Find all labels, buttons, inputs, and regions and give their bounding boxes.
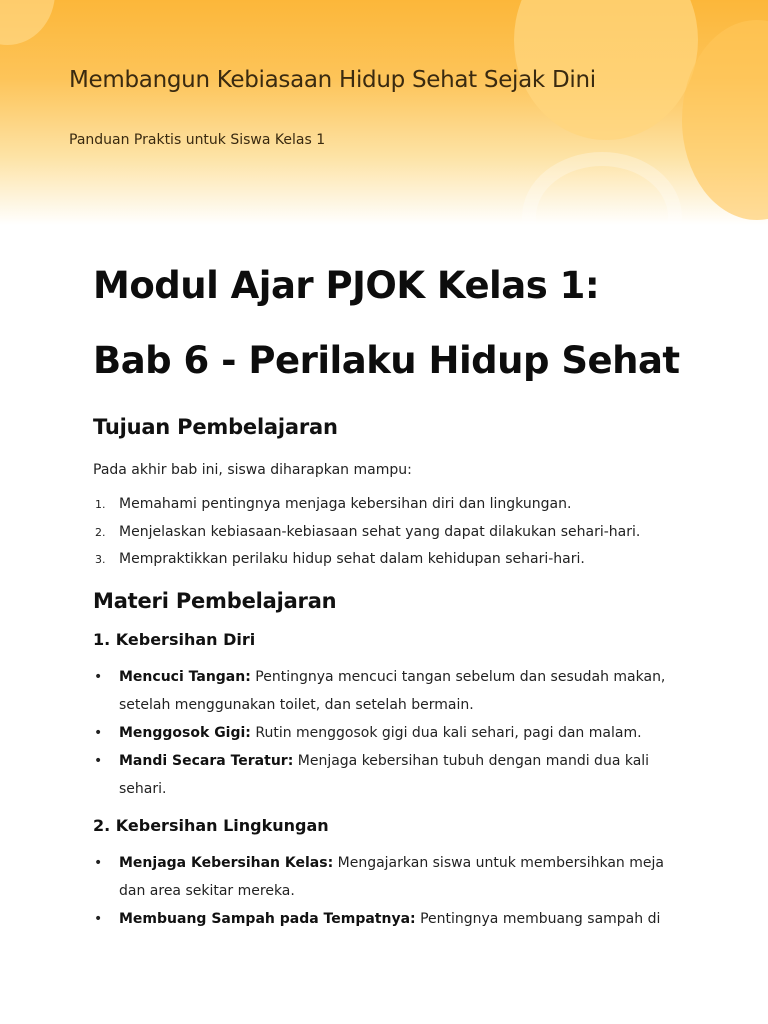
list-number: 2.	[95, 525, 106, 539]
header-banner	[0, 0, 768, 225]
bullet: •	[94, 752, 103, 769]
list-item	[93, 905, 693, 933]
list-item	[93, 719, 693, 747]
item-term: Mencuci Tangan:	[119, 668, 251, 685]
page-title	[93, 248, 693, 398]
list-number: 3.	[95, 553, 106, 566]
list-item	[93, 491, 693, 519]
list-item	[93, 519, 693, 547]
objectives-intro: Pada akhir bab ini, siswa diharapkan mampu:	[93, 462, 412, 478]
list-number: 1.	[95, 498, 106, 511]
bullet: •	[94, 854, 103, 871]
personal-hygiene-list	[93, 663, 693, 803]
bullet: •	[94, 724, 103, 741]
decorative-circle	[0, 0, 55, 45]
section-heading-environment-hygiene: 2. Kebersihan Lingkungan	[93, 815, 329, 835]
item-term: Membuang Sampah pada Tempatnya:	[119, 910, 416, 927]
item-term: Mandi Secara Teratur:	[119, 752, 294, 769]
item-text: Pentingnya mencuci tangan sebelum dan sesudah makan, setelah menggunakan toilet, dan setelah bermain.	[119, 668, 666, 713]
document-body	[93, 248, 693, 933]
item-text: Mengajarkan siswa untuk membersihkan meja dan area sekitar mereka.	[119, 854, 664, 899]
section-heading-personal-hygiene: 1. Kebersihan Diri	[93, 629, 256, 649]
item-text: Rutin menggosok gigi dua kali sehari, pagi dan malam.	[250, 724, 642, 741]
material-heading: Materi Pembelajaran	[93, 588, 337, 613]
objectives-heading: Tujuan Pembelajaran	[93, 415, 338, 439]
banner-title: Membangun Kebiasaan Hidup Sehat Sejak Dini	[69, 67, 596, 93]
item-term: Menggosok Gigi:	[119, 724, 251, 741]
bullet: •	[94, 668, 103, 685]
bullet: •	[94, 910, 103, 927]
banner-subtitle: Panduan Praktis untuk Siswa Kelas 1	[69, 132, 326, 148]
decorative-ring	[522, 152, 682, 225]
list-item	[93, 546, 693, 574]
page-title-line-2: Bab 6 - Perilaku Hidup Sehat	[93, 339, 680, 382]
list-item-text: Mempraktikkan perilaku hidup sehat dalam kehidupan sehari-hari.	[119, 551, 585, 567]
item-term: Menjaga Kebersihan Kelas:	[119, 854, 334, 871]
page-title-line-1: Modul Ajar PJOK Kelas 1:	[93, 264, 600, 307]
item-text: Pentingnya membuang sampah di	[415, 910, 661, 927]
item-text: Menjaga kebersihan tubuh dengan mandi dua kali sehari.	[119, 752, 650, 797]
list-item-text: Memahami pentingnya menjaga kebersihan diri dan lingkungan.	[119, 496, 572, 512]
objectives-list	[93, 491, 693, 574]
list-item	[93, 747, 693, 803]
environment-hygiene-list	[93, 849, 693, 933]
list-item	[93, 663, 693, 719]
list-item-text: Menjelaskan kebiasaan-kebiasaan sehat yang dapat dilakukan sehari-hari.	[119, 523, 641, 540]
list-item	[93, 849, 693, 905]
